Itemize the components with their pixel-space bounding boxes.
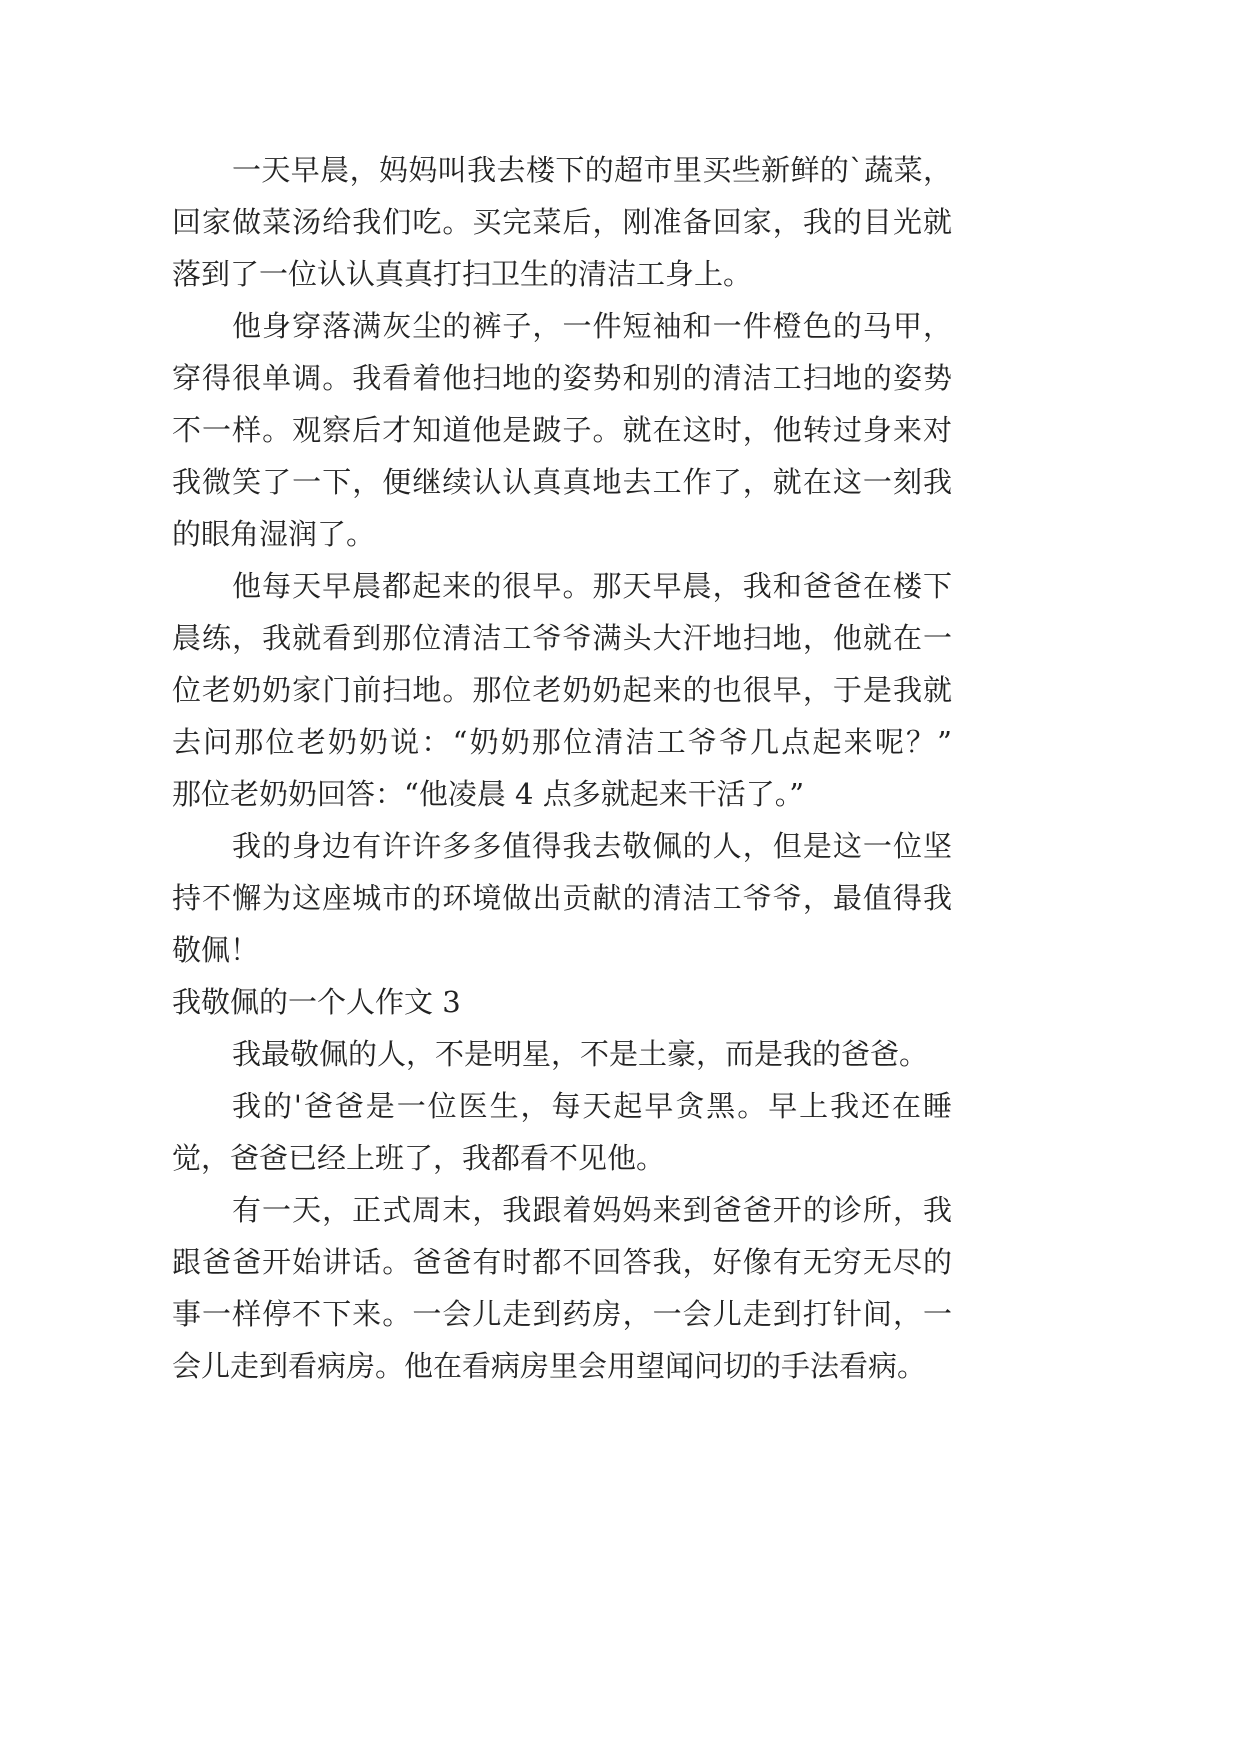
text-line: 我的身边有许许多多值得我去敬佩的人，但是这一位坚 xyxy=(232,829,952,863)
text-line: 的眼角湿润了。 xyxy=(172,517,376,551)
text-line: 事一样停不下来。一会儿走到药房，一会儿走到打针间，一 xyxy=(172,1297,952,1331)
paragraph xyxy=(172,1184,952,1392)
paragraph xyxy=(172,1080,952,1184)
text-line: 落到了一位认认真真打扫卫生的清洁工身上。 xyxy=(172,257,753,291)
text-line: 持不懈为这座城市的环境做出贡献的清洁工爷爷，最值得我 xyxy=(172,881,952,915)
paragraph xyxy=(172,1028,952,1080)
text-line: 我最敬佩的人，不是明星，不是土豪，而是我的爸爸。 xyxy=(232,1037,929,1071)
text-line: 我的'爸爸是一位医生，每天起早贪黑。早上我还在睡 xyxy=(232,1089,952,1123)
text-line: 不一样。观察后才知道他是跛子。就在这时，他转过身来对 xyxy=(172,413,952,447)
text-line: 觉，爸爸已经上班了，我都看不见他。 xyxy=(172,1141,666,1175)
paragraph xyxy=(172,560,952,820)
text-line: 有一天，正式周末，我跟着妈妈来到爸爸开的诊所，我 xyxy=(232,1193,952,1227)
text-line: 我微笑了一下，便继续认认真真地去工作了，就在这一刻我 xyxy=(172,465,952,499)
text-line: 敬佩！ xyxy=(172,933,260,967)
paragraph xyxy=(172,300,952,560)
text-line: 回家做菜汤给我们吃。买完菜后，刚准备回家，我的目光就 xyxy=(172,205,952,239)
paragraph xyxy=(172,820,952,976)
text-line: 晨练，我就看到那位清洁工爷爷满头大汗地扫地，他就在一 xyxy=(172,621,952,655)
text-line: 去问那位老奶奶说：“奶奶那位清洁工爷爷几点起来呢？” xyxy=(172,725,952,759)
text-line: 穿得很单调。我看着他扫地的姿势和别的清洁工扫地的姿势 xyxy=(172,361,952,395)
text-line: 位老奶奶家门前扫地。那位老奶奶起来的也很早，于是我就 xyxy=(172,673,952,707)
text-line: 会儿走到看病房。他在看病房里会用望闻问切的手法看病。 xyxy=(172,1349,927,1383)
text-line: 那位老奶奶回答：“他凌晨 4 点多就起来干活了。” xyxy=(172,777,805,811)
text-line: 他每天早晨都起来的很早。那天早晨，我和爸爸在楼下 xyxy=(232,569,952,603)
document-body xyxy=(172,144,952,1392)
section-heading: 我敬佩的一个人作文 3 xyxy=(172,985,461,1019)
text-line: 跟爸爸开始讲话。爸爸有时都不回答我，好像有无穷无尽的 xyxy=(172,1245,952,1279)
text-line: 他身穿落满灰尘的裤子，一件短袖和一件橙色的马甲， xyxy=(232,309,952,343)
paragraph xyxy=(172,144,952,300)
text-line: 一天早晨，妈妈叫我去楼下的超市里买些新鲜的`蔬菜， xyxy=(232,153,952,187)
